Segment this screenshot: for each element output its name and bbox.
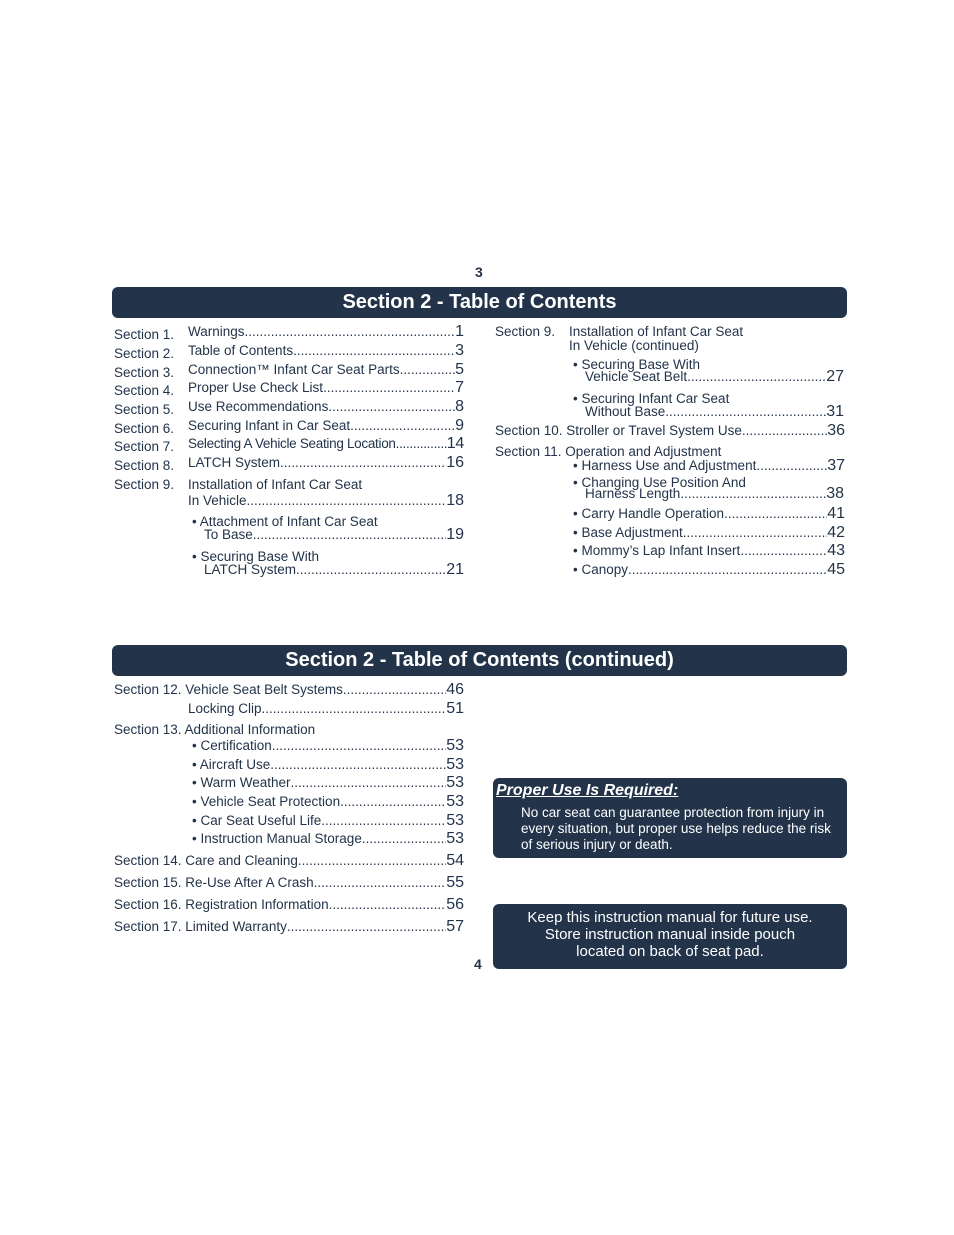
toc-section-number: Section 1. xyxy=(114,327,175,342)
toc-section-number: Section 4. xyxy=(114,383,175,398)
toc-page-number: 53 xyxy=(446,830,464,847)
toc-entry-title: Section 17. Limited Warranty xyxy=(114,919,287,934)
toc-page-number: 9 xyxy=(455,417,464,434)
toc-subentry-aircraft-use[interactable] xyxy=(192,757,464,773)
toc-subentry-securing-base-latch[interactable]: • Securing Base With xyxy=(192,549,319,565)
toc-subentry-securing-base-latch-cont[interactable] xyxy=(204,562,464,578)
toc-entry-section-15[interactable] xyxy=(114,875,464,891)
toc-page-number: 53 xyxy=(446,793,464,810)
toc-entry-title: Vehicle Seat Belt xyxy=(585,369,688,384)
toc-subentry-changing-use-position[interactable]: • Changing Use Position And xyxy=(573,475,746,491)
toc-entry-title: • Car Seat Useful Life xyxy=(192,813,321,829)
toc-entry-title: Section 10. Stroller or Travel System Use xyxy=(495,423,742,438)
toc-subentry-mommys-lap-insert[interactable] xyxy=(573,543,845,559)
toc-entry-title: LATCH System xyxy=(204,562,297,577)
toc-section-number: Section 5. xyxy=(114,402,175,417)
toc-page-number: 5 xyxy=(455,361,464,378)
toc-entry-title: • Certification xyxy=(192,738,272,754)
toc-subentry-certification[interactable] xyxy=(192,738,464,754)
toc-page-number: 27 xyxy=(826,368,844,385)
toc-subentry-securing-seat-without-base[interactable]: • Securing Infant Car Seat xyxy=(573,391,729,407)
toc-entry-title: Section 14. Care and Cleaning xyxy=(114,853,298,868)
proper-use-notice xyxy=(493,778,847,858)
toc-entry-title: • Mommy’s Lap Infant Insert xyxy=(573,543,740,559)
toc-page-number: 8 xyxy=(455,398,464,415)
toc-page-number: 57 xyxy=(446,918,464,935)
toc-page-number: 53 xyxy=(446,812,464,829)
toc-entry-title: Table of Contents xyxy=(188,343,294,358)
toc-page-number: 54 xyxy=(446,852,464,869)
toc-entry-title: Section 16. Registration Information xyxy=(114,897,329,912)
toc-subentry-harness-use[interactable] xyxy=(573,458,845,474)
toc-subentry-locking-clip[interactable] xyxy=(188,701,464,717)
toc-section-number: Section 7. xyxy=(114,439,175,454)
toc-entry-title: • Carry Handle Operation xyxy=(573,506,724,522)
toc-entry-title: To Base xyxy=(204,527,253,542)
toc-entry-title: Installation of Infant Car Seat xyxy=(569,324,744,339)
toc-entry-section-16[interactable] xyxy=(114,897,464,913)
toc-entry-title: • Canopy xyxy=(573,562,628,578)
toc-entry-title: Use Recommendations xyxy=(188,399,329,414)
section-header-toc: Section 2 - Table of Contents xyxy=(112,287,847,318)
toc-section-number: Section 3. xyxy=(114,365,175,380)
toc-subentry-manual-storage[interactable] xyxy=(192,831,464,847)
toc-entry-section-10[interactable] xyxy=(495,423,845,439)
toc-page-number: 37 xyxy=(827,457,845,474)
toc-page-number: 31 xyxy=(826,403,844,420)
page-number-top: 3 xyxy=(475,264,483,280)
toc-subentry-useful-life[interactable] xyxy=(192,813,464,829)
toc-page-number: 18 xyxy=(446,492,464,509)
toc-section-number: Section 6. xyxy=(114,421,175,436)
toc-entry-section-9-continued-line2: In Vehicle (continued) xyxy=(569,338,699,353)
toc-page-number: 7 xyxy=(455,379,464,396)
toc-page-number: 14 xyxy=(446,435,464,452)
toc-subentry-securing-base-belt[interactable]: • Securing Base With xyxy=(573,357,700,373)
toc-page-number: 45 xyxy=(827,561,845,578)
toc-section-number: Section 9. xyxy=(114,477,175,492)
keep-manual-notice xyxy=(493,904,847,969)
toc-entry-title: Locking Clip xyxy=(188,701,262,716)
toc-section-number: Section 8. xyxy=(114,458,175,473)
toc-entry-section-9-cont[interactable] xyxy=(188,493,464,509)
toc-page-number: 38 xyxy=(826,485,844,502)
toc-subentry-attachment-cont[interactable] xyxy=(204,527,464,543)
toc-section-number: Section 2. xyxy=(114,346,175,361)
notice-body: No car seat can guarantee protection from injury in every situation, but proper use helps reduce the risk of serious injury or death. xyxy=(521,805,831,852)
toc-subentry-securing-base-belt-cont[interactable] xyxy=(585,369,844,385)
notice-heading: Proper Use Is Required: xyxy=(496,782,679,799)
toc-entry-section-13[interactable]: Section 13. Additional Information xyxy=(114,722,316,737)
toc-entry-title: • Harness Use and Adjustment xyxy=(573,458,756,474)
toc-page-number: 19 xyxy=(446,526,464,543)
toc-subentry-base-adjustment[interactable] xyxy=(573,525,845,541)
toc-entry-title: Harness Length xyxy=(585,486,681,501)
keep-manual-line-1: Keep this instruction manual for future use. xyxy=(527,909,813,926)
toc-subentry-carry-handle[interactable] xyxy=(573,506,845,522)
section-header-toc-continued: Section 2 - Table of Contents (continued) xyxy=(112,645,847,676)
toc-entry-title: • Instruction Manual Storage xyxy=(192,831,362,847)
toc-entry-title: Without Base xyxy=(585,404,666,419)
toc-subentry-changing-use-position-cont[interactable] xyxy=(585,486,844,502)
toc-page-number: 53 xyxy=(446,756,464,773)
toc-page-number: 21 xyxy=(446,561,464,578)
toc-entry-section-14[interactable] xyxy=(114,853,464,869)
page-number-bottom: 4 xyxy=(474,956,482,972)
toc-section-number: Section 9. xyxy=(495,324,556,339)
toc-entry-section-12[interactable] xyxy=(114,682,464,698)
toc-page-number: 36 xyxy=(827,422,845,439)
keep-manual-line-2: Store instruction manual inside pouch xyxy=(544,926,796,943)
toc-entry-title: • Aircraft Use xyxy=(192,757,270,773)
toc-page-number: 56 xyxy=(446,896,464,913)
toc-entry-section-11[interactable]: Section 11. Operation and Adjustment xyxy=(495,444,722,459)
toc-page-number: 53 xyxy=(446,737,464,754)
keep-manual-text xyxy=(493,909,847,960)
toc-entry-title: Selecting A Vehicle Seating Location xyxy=(188,436,396,451)
toc-page-number: 53 xyxy=(446,774,464,791)
toc-entry-title: Connection™ Infant Car Seat Parts xyxy=(188,362,400,377)
toc-entry-title: Proper Use Check List xyxy=(188,380,324,395)
toc-page-number: 16 xyxy=(446,454,464,471)
toc-subentry-canopy[interactable] xyxy=(573,562,845,578)
toc-entry-title: Installation of Infant Car Seat xyxy=(188,477,363,492)
toc-page-number: 41 xyxy=(827,505,845,522)
toc-entry-section-17[interactable] xyxy=(114,919,464,935)
toc-subentry-warm-weather[interactable] xyxy=(192,775,464,791)
toc-entry-title: In Vehicle xyxy=(188,493,247,508)
toc-subentry-securing-seat-without-base-cont[interactable] xyxy=(585,404,844,420)
toc-entry-title: • Warm Weather xyxy=(192,775,291,791)
keep-manual-line-3: located on back of seat pad. xyxy=(576,943,764,960)
toc-page-number: 51 xyxy=(446,700,464,717)
toc-entry-title: Section 15. Re-Use After A Crash xyxy=(114,875,314,890)
toc-subentry-attachment[interactable]: • Attachment of Infant Car Seat xyxy=(192,514,378,530)
toc-entry-title: Securing Infant in Car Seat xyxy=(188,418,351,433)
toc-entry-title: Section 12. Vehicle Seat Belt Systems xyxy=(114,682,343,697)
toc-page-number: 42 xyxy=(827,524,845,541)
toc-subentry-vehicle-seat-protection[interactable] xyxy=(192,794,464,810)
toc-page-number: 55 xyxy=(446,874,464,891)
toc-entry-title: • Vehicle Seat Protection xyxy=(192,794,340,810)
toc-page-number: 1 xyxy=(455,323,464,340)
toc-page-number: 3 xyxy=(455,342,464,359)
toc-entry-title: LATCH System xyxy=(188,455,281,470)
toc-page-number: 43 xyxy=(827,542,845,559)
toc-entry-title: Warnings xyxy=(188,324,245,339)
toc-page-number: 46 xyxy=(446,681,464,698)
toc-entry-title: • Base Adjustment xyxy=(573,525,683,541)
